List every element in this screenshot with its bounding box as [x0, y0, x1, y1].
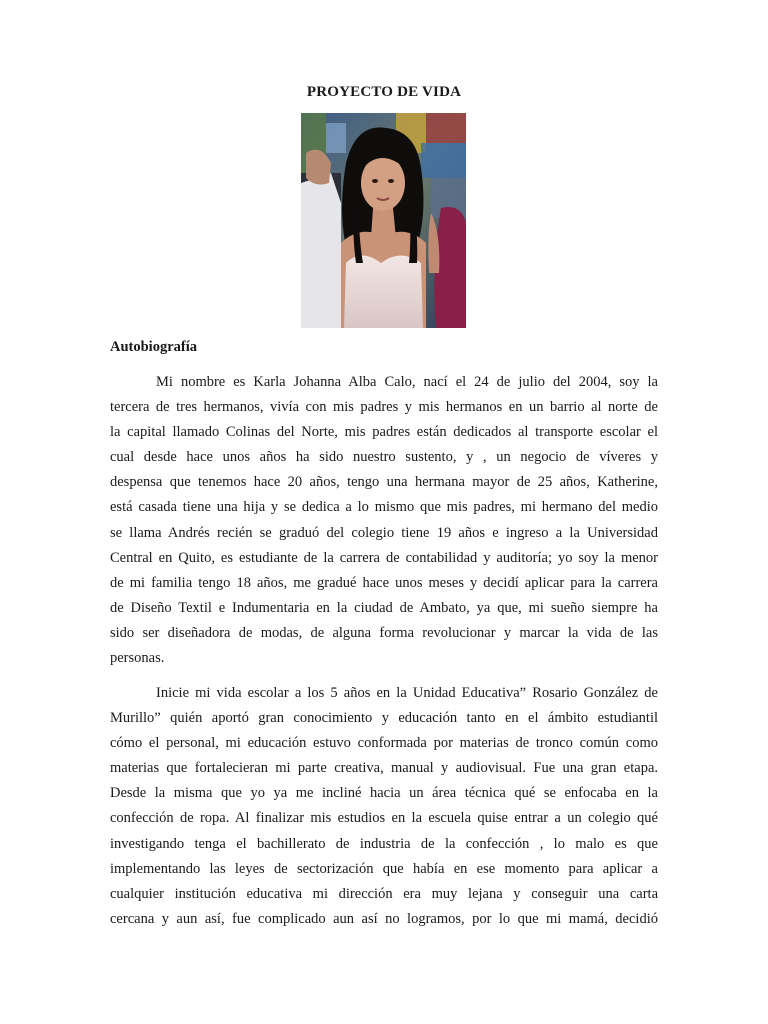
section-heading: Autobiografía [110, 339, 197, 355]
paragraph-line: Desde la misma que yo ya me incliné hacia un área técnica qué se enfocaba en la [110, 785, 658, 802]
paragraph-line: está casada tiene una hija y se dedica a lo mismo que mis padres, mi hermano del medio [110, 499, 658, 516]
paragraph-line: cualquier institución educativa mi dirección era muy lejana y conseguir una carta [110, 885, 658, 902]
paragraph-line: de mi familia tengo 18 años, me gradué hace unos meses y decidí aplicar para la carrera [110, 574, 658, 591]
paragraph-line: cual desde hace unos años ha sido nuestro sustento, y , un negocio de víveres y [110, 449, 658, 466]
paragraph-line: sido ser diseñadora de modas, de alguna forma revolucionar y marcar la vida de las [110, 624, 658, 641]
document-title: PROYECTO DE VIDA [306, 84, 462, 100]
paragraph-line: implementando las leyes de sectorización que había en ese momento para aplicar a [110, 860, 658, 877]
paragraph-line: Mi nombre es Karla Johanna Alba Calo, nací el 24 de julio del 2004, soy la [156, 374, 658, 390]
portrait-illustration [301, 113, 466, 328]
paragraph-line: Murillo” quién aportó gran conocimiento y educación tanto en el ámbito estudiantil [110, 710, 658, 727]
paragraph-line: personas. [110, 650, 165, 667]
paragraph-2 [110, 681, 658, 932]
paragraph-line: tercera de tres hermanos, vivía con mis padres y mis hermanos en un barrio al norte de [110, 399, 658, 416]
paragraph-line: de Diseño Textil e Indumentaria en la ciudad de Ambato, ya que, mi sueño siempre ha [110, 599, 658, 616]
paragraph-line: Central en Quito, es estudiante de la carrera de contabilidad y auditoría; yo soy la menor [110, 549, 658, 566]
paragraph-line: materias que fortalecieran mi parte creativa, manual y audiovisual. Fue una gran etapa. [110, 760, 658, 777]
paragraph-line: cómo el personal, mi educación estuvo conformada por materias de tronco común como [110, 735, 658, 752]
paragraph-line: Inicie mi vida escolar a los 5 años en la Unidad Educativa” Rosario González de [156, 685, 658, 701]
paragraph-line: investigando tenga el bachillerato de industria de la confección , lo malo es que [110, 835, 658, 852]
paragraph-line: cercana y aun así, fue complicado aun así no logramos, por lo que mi mamá, decidió [110, 910, 658, 927]
paragraph-line: se llama Andrés recién se graduó del colegio tiene 19 años e ingreso a la Universidad [110, 524, 658, 541]
paragraph-line: despensa que tenemos hace 20 años, tengo una hermana mayor de 25 años, Katherine, [110, 474, 658, 491]
paragraph-line: confección de ropa. Al finalizar mis estudios en la escuela quise entrar a un colegio qué [110, 810, 658, 827]
paragraph-1 [110, 370, 658, 671]
portrait-photo [301, 113, 466, 328]
paragraph-line: la capital llamado Colinas del Norte, mis padres están dedicados al transporte escolar el [110, 424, 658, 441]
